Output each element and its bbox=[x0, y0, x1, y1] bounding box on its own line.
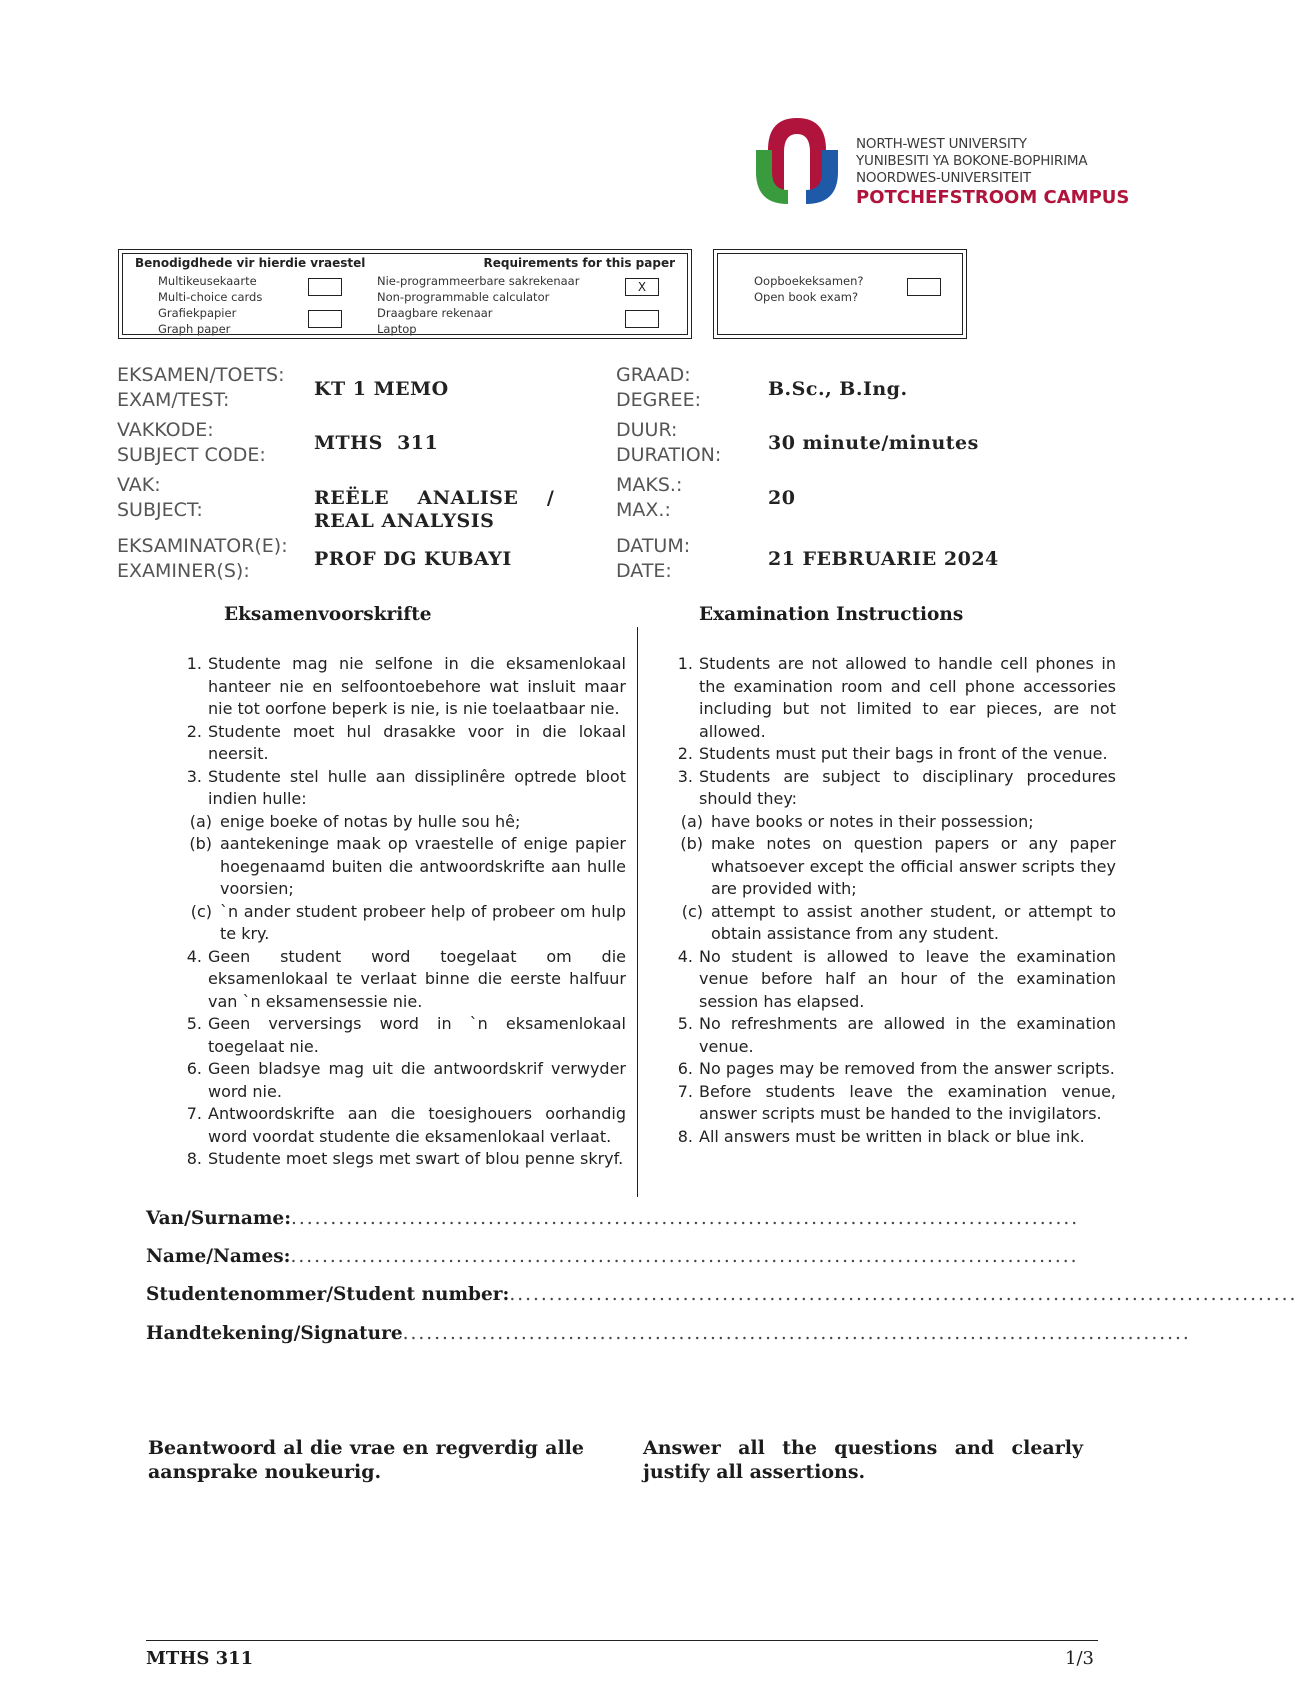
instruction-af-item bbox=[178, 653, 626, 721]
instruction-af-item bbox=[178, 833, 626, 901]
examiner-label bbox=[117, 534, 288, 584]
instruction-af-item-number: (a) bbox=[189, 811, 212, 831]
instruction-af-item-number: 8. bbox=[186, 1149, 202, 1168]
instruction-en-item-text: Students must put their bags in front of the venue. bbox=[699, 744, 1108, 763]
req-laptop-checkbox[interactable] bbox=[625, 310, 659, 328]
req-graph-en: Graph paper bbox=[158, 322, 231, 336]
duration-label bbox=[616, 418, 721, 468]
instruction-en-item bbox=[669, 946, 1116, 1014]
student-number-dots: .................................................................................................... bbox=[509, 1284, 1297, 1305]
instructions-list-en bbox=[669, 653, 1116, 1148]
subject-code-label-en: SUBJECT CODE: bbox=[117, 444, 266, 466]
instruction-af-item bbox=[178, 946, 626, 1014]
subject-label bbox=[117, 473, 203, 523]
instruction-af-item-number: 1. bbox=[186, 654, 202, 673]
university-name bbox=[856, 136, 1129, 206]
footer-page-number: 1/3 bbox=[1065, 1648, 1094, 1669]
logo-line-2: YUNIBESITI YA BOKONE-BOPHIRIMA bbox=[856, 153, 1088, 169]
req-laptop-label bbox=[377, 305, 493, 337]
instruction-af-item-number: 5. bbox=[186, 1014, 202, 1033]
instruction-af-item bbox=[178, 1013, 626, 1058]
max-label bbox=[616, 473, 682, 523]
subject-value-af: REËLE ANALISE / bbox=[314, 487, 555, 509]
req-laptop-af: Draagbare rekenaar bbox=[377, 306, 493, 320]
req-graph-label bbox=[158, 305, 236, 337]
instruction-en-item-text: Students are not allowed to handle cell phones in the examination room and cell phone accessories including but not limited to ear pieces, are not allowed. bbox=[699, 654, 1116, 741]
examiner-label-en: EXAMINER(S): bbox=[117, 560, 250, 582]
req-calculator-checkbox[interactable]: X bbox=[625, 278, 659, 296]
instruction-af-item bbox=[178, 1148, 626, 1171]
names-label: Name/Names: bbox=[146, 1246, 291, 1267]
req-graph-checkbox[interactable] bbox=[308, 310, 342, 328]
subject-code-label-af: VAKKODE: bbox=[117, 419, 214, 441]
instruction-en-item-number: 7. bbox=[677, 1081, 693, 1101]
column-divider bbox=[637, 627, 638, 1197]
instruction-af-item bbox=[178, 721, 626, 766]
open-book-box-inner bbox=[717, 253, 963, 335]
instruction-af-item-text: Studente moet hul drasakke voor in die lokaal neersit. bbox=[208, 721, 626, 763]
instruction-en-item-number: 6. bbox=[677, 1059, 693, 1078]
instruction-en-item-text: No refreshments are allowed in the examination venue. bbox=[699, 1014, 1116, 1056]
req-graph-af: Grafiekpapier bbox=[158, 306, 237, 320]
req-laptop-en: Laptop bbox=[377, 322, 417, 336]
instruction-en-item bbox=[669, 1013, 1116, 1058]
exam-label-af: EKSAMEN/TOETS: bbox=[117, 364, 285, 386]
instructions-heading-af: Eksamenvoorskrifte bbox=[224, 604, 432, 625]
logo-line-3: NOORDWES-UNIVERSITEIT bbox=[856, 170, 1031, 186]
req-calculator-label bbox=[377, 273, 579, 305]
instruction-af-item-number: 4. bbox=[186, 946, 202, 966]
req-calculator-en: Non-programmable calculator bbox=[377, 290, 550, 304]
subject-code-label bbox=[117, 418, 266, 468]
student-number-field[interactable] bbox=[146, 1284, 1297, 1305]
instruction-en-item-number: 8. bbox=[677, 1126, 693, 1146]
instruction-af-item-text: `n ander student probeer help of probeer om hulp te kry. bbox=[220, 901, 626, 943]
instruction-af-item-text: Antwoordskrifte aan die toesighouers oorhandig word voordat studente die eksamenlokaal verlaat. bbox=[208, 1104, 626, 1146]
student-number-label: Studentenommer/Student number: bbox=[146, 1284, 510, 1305]
instruction-af-item-number: 3. bbox=[186, 766, 202, 786]
instruction-af-item-text: Geen verversings word in `n eksamenlokaal toegelaat nie. bbox=[208, 1014, 626, 1056]
req-multichoice-af: Multikeusekaarte bbox=[158, 274, 257, 288]
date-label bbox=[616, 534, 690, 584]
instruction-en-item-number: 4. bbox=[677, 946, 693, 966]
instruction-en-item bbox=[669, 901, 1116, 946]
instruction-af-item-text: Studente moet slegs met swart of blou penne skryf. bbox=[208, 1149, 624, 1168]
surname-label: Van/Surname: bbox=[146, 1208, 292, 1229]
open-book-checkbox[interactable] bbox=[907, 278, 941, 296]
instruction-en-item-number: (b) bbox=[680, 834, 703, 853]
instruction-en-item bbox=[669, 1081, 1116, 1126]
instruction-en-item-text: attempt to assist another student, or attempt to obtain assistance from any student. bbox=[711, 901, 1116, 943]
instruction-af-item-text: enige boeke of notas by hulle sou hê; bbox=[220, 811, 521, 831]
instruction-af-item bbox=[178, 811, 626, 834]
answer-instruction-af: Beantwoord al die vrae en regverdig alle aansprake noukeurig. bbox=[148, 1437, 584, 1483]
instruction-en-item-text: Before students leave the examination venue, answer scripts must be handed to the invigilators. bbox=[699, 1081, 1116, 1123]
logo-campus: POTCHEFSTROOM CAMPUS bbox=[856, 187, 1130, 208]
exam-value: KT 1 MEMO bbox=[314, 378, 449, 400]
subject-label-en: SUBJECT: bbox=[117, 499, 203, 521]
signature-dots: .................................................................................................... bbox=[402, 1323, 1191, 1344]
open-book-label bbox=[754, 273, 864, 305]
instruction-en-item bbox=[669, 1126, 1116, 1149]
instruction-en-item-number: 5. bbox=[677, 1014, 693, 1033]
max-value: 20 bbox=[768, 487, 796, 509]
req-calculator-af: Nie-programmeerbare sakrekenaar bbox=[377, 274, 580, 288]
duration-label-en: DURATION: bbox=[616, 444, 722, 466]
date-label-af: DATUM: bbox=[616, 535, 691, 557]
instruction-en-item bbox=[669, 766, 1116, 811]
instruction-en-item-text: No student is allowed to leave the examination venue before half an hour of the examination session has elapsed. bbox=[699, 946, 1116, 1011]
instruction-af-item-number: (b) bbox=[189, 834, 212, 853]
names-dots: .................................................................................................... bbox=[290, 1246, 1079, 1267]
subject-code-value: MTHS 311 bbox=[314, 432, 439, 454]
open-book-en: Open book exam? bbox=[754, 290, 859, 304]
instruction-en-item-text: All answers must be written in black or blue ink. bbox=[699, 1126, 1085, 1146]
university-logo bbox=[748, 110, 846, 208]
instruction-en-item-number: 3. bbox=[677, 766, 693, 786]
instruction-af-item-text: Studente stel hulle aan dissiplinêre optrede bloot indien hulle: bbox=[208, 766, 626, 808]
examiner-value: PROF DG KUBAYI bbox=[314, 548, 512, 570]
signature-label: Handtekening/Signature bbox=[146, 1323, 403, 1344]
instruction-af-item-number: (c) bbox=[190, 901, 212, 921]
instruction-af-item-text: Studente mag nie selfone in die eksamenlokaal hanteer nie en selfoontoebehore wat insluit maar nie tot oorfone beperk is nie, is nie toelaatbaar nie. bbox=[208, 654, 626, 718]
instruction-en-item-number: (a) bbox=[680, 811, 703, 831]
subject-label-af: VAK: bbox=[117, 474, 161, 496]
requirements-title-en: Requirements for this paper bbox=[483, 256, 675, 270]
degree-value: B.Sc., B.Ing. bbox=[768, 378, 908, 400]
instruction-en-item bbox=[669, 833, 1116, 901]
surname-field[interactable] bbox=[146, 1208, 1094, 1229]
requirements-title-af: Benodigdhede vir hierdie vraestel bbox=[135, 256, 366, 270]
req-multichoice-label bbox=[158, 273, 262, 305]
req-multichoice-en: Multi-choice cards bbox=[158, 290, 263, 304]
subject-value-en: REAL ANALYSIS bbox=[314, 510, 495, 532]
logo-line-1: NORTH-WEST UNIVERSITY bbox=[856, 136, 1027, 152]
exam-label-en: EXAM/TEST: bbox=[117, 389, 230, 411]
footer-subject-code: MTHS 311 bbox=[146, 1648, 254, 1669]
req-multichoice-checkbox[interactable] bbox=[308, 278, 342, 296]
open-book-box bbox=[713, 249, 967, 339]
instruction-af-item bbox=[178, 766, 626, 811]
names-field[interactable] bbox=[146, 1246, 1094, 1267]
degree-label-en: DEGREE: bbox=[616, 389, 701, 411]
instruction-en-item bbox=[669, 1058, 1116, 1081]
subject-value bbox=[314, 487, 554, 533]
instruction-af-item-text: Geen student word toegelaat om die eksamenlokaal te verlaat binne die eerste halfuur van `n eksamensessie nie. bbox=[208, 946, 626, 1011]
max-label-af: MAKS.: bbox=[616, 474, 683, 496]
instructions-heading-en: Examination Instructions bbox=[699, 604, 964, 625]
degree-label-af: GRAAD: bbox=[616, 364, 691, 386]
instruction-en-item-text: make notes on question papers or any paper whatsoever except the official answer scripts they are provided with; bbox=[711, 834, 1116, 898]
requirements-box bbox=[118, 249, 692, 339]
surname-dots: .................................................................................................... bbox=[291, 1208, 1080, 1229]
instructions-list-af bbox=[178, 653, 626, 1171]
exam-label bbox=[117, 363, 285, 413]
instruction-af-item-text: Geen bladsye mag uit die antwoordskrif verwyder word nie. bbox=[208, 1059, 626, 1101]
instruction-af-item-text: aantekeninge maak op vraestelle of enige papier hoegenaamd buiten die antwoordskrifte aan hulle voorsien; bbox=[220, 834, 626, 898]
requirements-box-inner bbox=[122, 253, 688, 335]
instruction-en-item-text: have books or notes in their possession; bbox=[711, 811, 1034, 831]
duration-value: 30 minute/minutes bbox=[768, 432, 979, 454]
instruction-af-item bbox=[178, 1058, 626, 1103]
date-label-en: DATE: bbox=[616, 560, 672, 582]
instruction-en-item bbox=[669, 811, 1116, 834]
date-value: 21 FEBRUARIE 2024 bbox=[768, 548, 999, 570]
instruction-af-item bbox=[178, 901, 626, 946]
examiner-label-af: EKSAMINATOR(E): bbox=[117, 535, 288, 557]
answer-instruction-en: Answer all the questions and clearly justify all assertions. bbox=[643, 1437, 1083, 1483]
instruction-af-item-number: 2. bbox=[186, 721, 202, 741]
instruction-en-item bbox=[669, 743, 1116, 766]
open-book-af: Oopboekeksamen? bbox=[754, 274, 864, 288]
instruction-en-item bbox=[669, 653, 1116, 743]
instruction-af-item-number: 7. bbox=[186, 1104, 202, 1123]
instruction-en-item-number: (c) bbox=[681, 901, 703, 921]
instruction-en-item-text: Students are subject to disciplinary procedures should they: bbox=[699, 766, 1116, 808]
instruction-af-item bbox=[178, 1103, 626, 1148]
instruction-en-item-text: No pages may be removed from the answer scripts. bbox=[699, 1059, 1115, 1078]
instruction-af-item-number: 6. bbox=[186, 1059, 202, 1078]
instruction-en-item-number: 2. bbox=[677, 744, 693, 763]
degree-label bbox=[616, 363, 701, 413]
instruction-en-item-number: 1. bbox=[677, 654, 693, 673]
signature-field[interactable] bbox=[146, 1323, 1191, 1344]
duration-label-af: DUUR: bbox=[616, 419, 678, 441]
footer-rule bbox=[146, 1640, 1098, 1641]
max-label-en: MAX.: bbox=[616, 499, 671, 521]
